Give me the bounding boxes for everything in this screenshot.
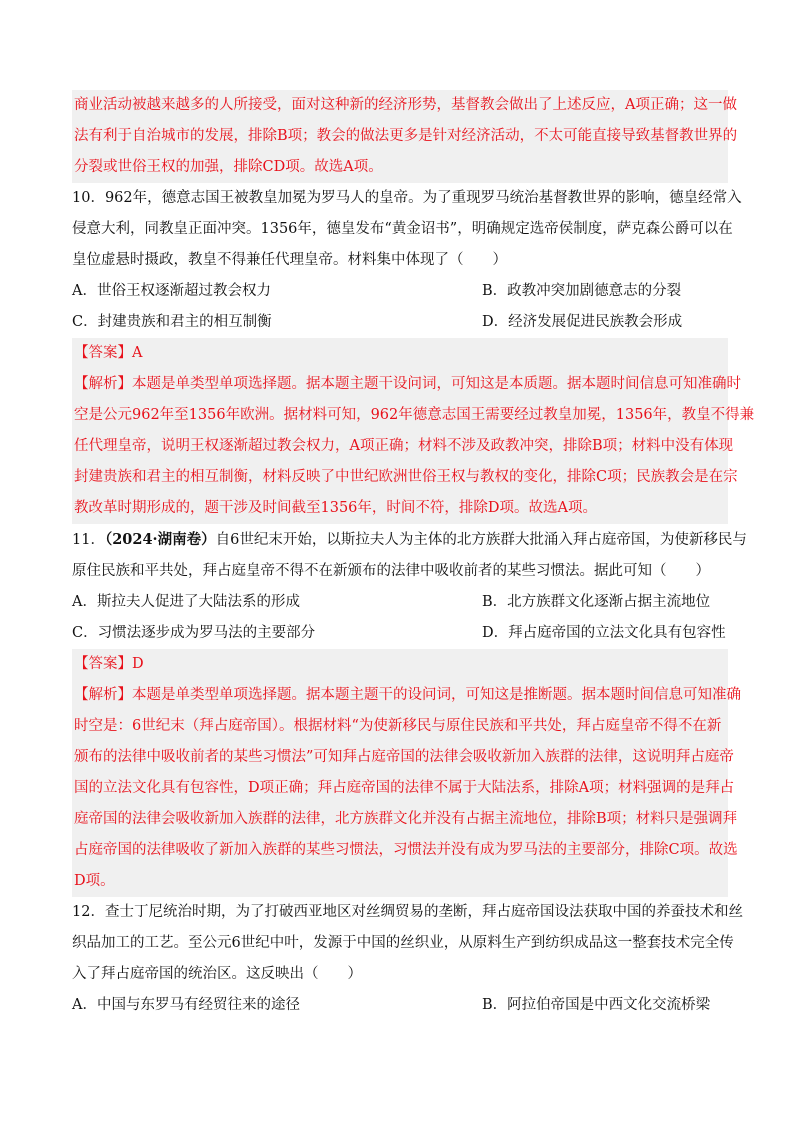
explanation-line: 商业活动被越来越多的人所接受，面对这种新的经济形势，基督教会做出了上述反应，A项正确；这一做 <box>74 97 737 113</box>
options <box>72 276 728 338</box>
explanation-line: 颁布的法律中吸收前者的某些习惯法”可知拜占庭帝国的法律会吸收新加入族群的法律，这说明拜占庭帝 <box>74 749 734 765</box>
question-source: （2024·湖南卷） <box>104 531 216 548</box>
explanation-line: 空是公元962年至1356年欧洲。据材料可知，962年德意志国王需要经过教皇加冕，1356年，教皇不得兼 <box>74 407 755 423</box>
question-10 <box>72 183 755 524</box>
explanation-line: 封建贵族和君主的相互制衡，材料反映了中世纪欧洲世俗王权与教权的变化，排除C项；民族教会是在宗 <box>74 469 738 485</box>
answer-block <box>72 338 755 524</box>
question-text: 侵意大利，同教皇正面冲突。1356年，德皇发布“黄金诏书”，明确规定选帝侯制度，萨克森公爵可以在 <box>72 221 733 237</box>
answer: 【答案】A <box>74 345 143 361</box>
question-number: 11． <box>72 532 105 548</box>
question-text: 原住民族和平共处，拜占庭皇帝不得不在新颁布的法律中吸收前者的某些习惯法。据此可知（ ） <box>72 563 710 579</box>
explanation-line: 法有利于自治城市的发展，排除B项；教会的做法更多是针对经济活动，不太可能直接导致基督教世界的 <box>74 128 738 144</box>
explanation-line: 分裂或世俗王权的加强，排除CD项。故选A项。 <box>74 159 383 175</box>
question-text: 入了拜占庭帝国的统治区。这反映出（ ） <box>72 966 362 982</box>
option-c[interactable]: C．习惯法逐步成为罗马法的主要部分 <box>72 625 316 641</box>
prev-explanation <box>72 90 738 183</box>
option-b[interactable]: B．北方族群文化逐渐占据主流地位 <box>482 594 711 610</box>
option-d[interactable]: D．拜占庭帝国的立法文化具有包容性 <box>482 625 726 641</box>
explanation-line: 占庭帝国的法律吸收了新加入族群的某些习惯法，习惯法并没有成为罗马法的主要部分，排除C项。故选 <box>74 842 738 858</box>
explanation-line: 庭帝国的法律会吸收新加入族群的法律，北方族群文化并没有占据主流地位，排除B项；材料只是强调拜 <box>74 811 738 827</box>
options <box>72 990 728 1021</box>
option-a[interactable]: A．斯拉夫人促进了大陆法系的形成 <box>72 594 300 610</box>
option-b[interactable]: B．政教冲突加剧德意志的分裂 <box>482 283 682 299</box>
options <box>72 587 728 649</box>
question-text: 10．962年，德意志国王被教皇加冕为罗马人的皇帝。为了重现罗马统治基督教世界的影响，德皇经常入 <box>72 190 742 206</box>
document-page <box>72 90 755 1021</box>
option-d[interactable]: D．经济发展促进民族教会形成 <box>482 314 683 330</box>
explanation-line: 教改革时期形成的，题干涉及时间截至1356年，时间不符，排除D项。故选A项。 <box>74 500 597 516</box>
explanation-line: 国的立法文化具有包容性，D项正确；拜占庭帝国的法律不属于大陆法系，排除A项；材料强调的是拜占 <box>74 780 735 796</box>
option-a[interactable]: A．中国与东罗马有经贸往来的途径 <box>72 997 300 1013</box>
explanation-line: 【解析】本题是单类型单项选择题。据本题主题干的设问词，可知这是推断题。据本题时间信息可知准确 <box>74 687 741 703</box>
question-text: 织品加工的工艺。至公元6世纪中叶，发源于中国的丝织业，从原料生产到纺织成品这一整套技术完全传 <box>72 935 734 951</box>
answer: 【答案】D <box>74 656 144 672</box>
question-text: 皇位虚悬时摄政，教皇不得兼任代理皇帝。材料集中体现了（ ） <box>72 252 507 268</box>
explanation-line: 任代理皇帝，说明王权逐渐超过教会权力，A项正确；材料不涉及政教冲突，排除B项；材料中没有体现 <box>74 438 734 454</box>
question-text: 12．查士丁尼统治时期，为了打破西亚地区对丝绸贸易的垄断，拜占庭帝国设法获取中国的养蚕技术和丝 <box>72 904 743 920</box>
question-text <box>72 524 747 556</box>
explanation-line: 时空是：6世纪末（拜占庭帝国）。根据材料“为使新移民与原住民族和平共处，拜占庭皇帝不得不在新 <box>74 718 722 734</box>
option-a[interactable]: A．世俗王权逐渐超过教会权力 <box>72 283 271 299</box>
answer-block <box>72 649 741 897</box>
option-b[interactable]: B．阿拉伯帝国是中西文化交流桥梁 <box>482 997 711 1013</box>
explanation-line: D项。 <box>74 873 115 889</box>
question-11 <box>72 524 747 897</box>
option-c[interactable]: C．封建贵族和君主的相互制衡 <box>72 314 272 330</box>
question-text-rest: 自6世纪末开始，以斯拉夫人为主体的北方族群大批涌入拜占庭帝国，为使新移民与 <box>215 532 747 548</box>
question-12 <box>72 897 743 1021</box>
explanation-line: 【解析】本题是单类型单项选择题。据本题主题干设问词，可知这是本质题。据本题时间信息可知准确时 <box>74 376 741 392</box>
